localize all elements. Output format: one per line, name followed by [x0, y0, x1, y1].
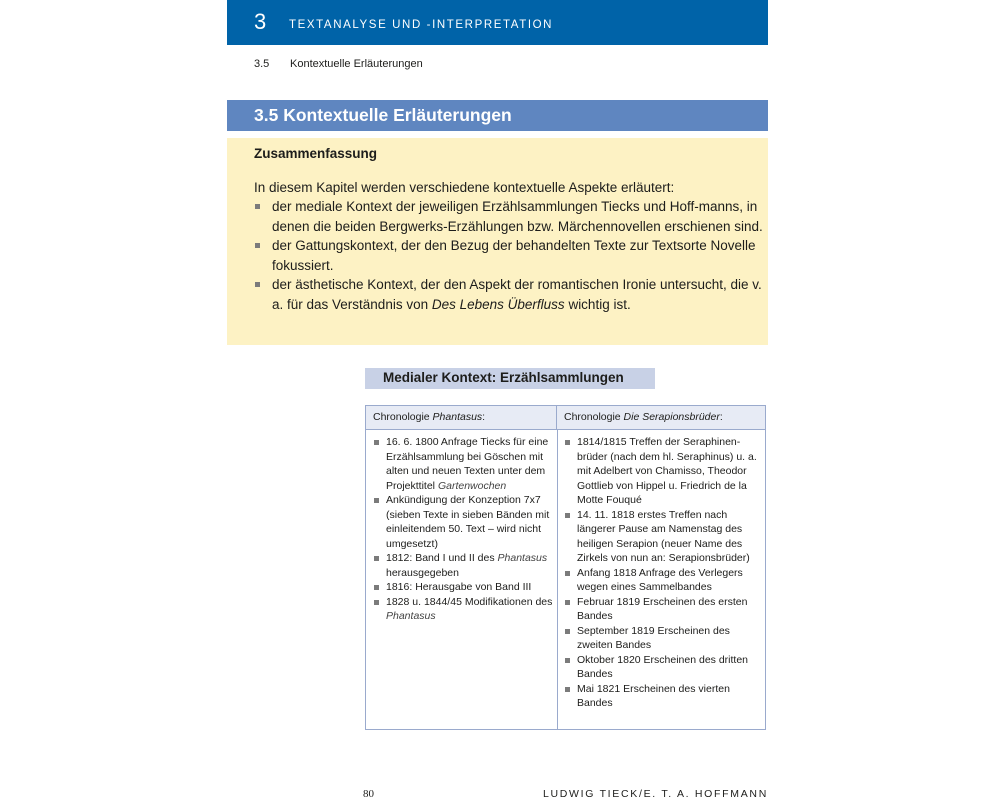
list-item: Februar 1819 Erscheinen des ersten Bandes	[564, 595, 762, 624]
list-item: Ankündigung der Konzeption 7x7 (sieben Texte in sieben Bänden mit einleitendem 50. Text – wird nicht umgesetzt)	[373, 493, 553, 551]
bullet-icon	[255, 282, 260, 287]
work-title: Des Lebens Überfluss	[431, 296, 565, 312]
bullet-icon	[374, 498, 379, 503]
list-item: 16. 6. 1800 Anfrage Tiecks für eine Erzählsammlung bei Göschen mit alten und neuen Texten unter dem Projekttitel Gartenwochen	[373, 435, 553, 493]
list-item: 1812: Band I und II des Phantasus herausgegeben	[373, 551, 553, 580]
chapter-title: TEXTANALYSE UND -INTERPRETATION	[289, 19, 554, 31]
bullet-icon	[565, 571, 570, 576]
summary-title: Zusammenfassung	[254, 146, 378, 161]
running-section-number: 3.5	[254, 58, 270, 70]
phantasus-chronology-list	[373, 435, 553, 624]
column-divider	[557, 430, 558, 729]
list-item: 14. 11. 1818 erstes Treffen nach längerer Pause am Namenstag des heiligen Serapion (neuer Name des Zirkels von nun an: Serapionsbrüder)	[564, 508, 762, 566]
bullet-icon	[374, 585, 379, 590]
section-heading: 3.5 Kontextuelle Erläuterungen	[254, 105, 512, 125]
bullet-icon	[255, 204, 260, 209]
list-item: Oktober 1820 Erscheinen des dritten Bandes	[564, 653, 762, 682]
footer-book-title: LUDWIG TIECK/E. T. A. HOFFMANN	[542, 788, 768, 800]
chronology-table	[365, 405, 766, 730]
page-number: 80	[363, 788, 374, 800]
bullet-icon	[565, 440, 570, 445]
list-item: 1814/1815 Treffen der Seraphinenbrüder (nach dem hl. Seraphinus) u. a. mit Adelbert von Chamisso, Theodor Gottlieb von Hippel u. Friedrich de la Motte Fouqué	[564, 435, 762, 508]
serapionsbrueder-chronology-list	[564, 435, 762, 711]
bullet-icon	[374, 556, 379, 561]
bullet-icon	[374, 600, 379, 605]
bullet-icon	[565, 513, 570, 518]
bullet-icon	[374, 440, 379, 445]
summary-box	[227, 138, 768, 345]
list-item: Anfang 1818 Anfrage des Verlegers wegen eines Sammelbandes	[564, 566, 762, 595]
bullet-icon	[565, 687, 570, 692]
list-item: Mai 1821 Erscheinen des vierten Bandes	[564, 682, 762, 711]
section-heading-bar	[227, 100, 768, 131]
chapter-number: 3	[254, 9, 267, 34]
list-item: 1816: Herausgabe von Band III	[373, 580, 553, 595]
chapter-header-bar	[227, 0, 768, 45]
running-section-title: Kontextuelle Erläuterungen	[290, 58, 423, 70]
summary-item: der mediale Kontext der jeweiligen Erzählsammlungen Tiecks und Hoff-manns, in denen die beiden Bergwerks-Erzählungen bzw. Märchennovellen erschienen sind.	[254, 197, 764, 236]
bullet-icon	[255, 243, 260, 248]
column-header-phantasus: Chronologie Phantasus:	[366, 406, 557, 430]
table-caption: Medialer Kontext: Erzählsammlungen	[365, 368, 655, 389]
bullet-icon	[565, 629, 570, 634]
running-section-header	[254, 58, 423, 70]
summary-item: der ästhetische Kontext, der den Aspekt der romantischen Ironie untersucht, die v. a. für das Verständnis von Des Lebens Überfluss wichtig ist.	[254, 275, 764, 314]
bullet-icon	[565, 600, 570, 605]
list-item: September 1819 Erscheinen des zweiten Bandes	[564, 624, 762, 653]
summary-list	[254, 197, 764, 314]
summary-item: der Gattungskontext, der den Bezug der behandelten Texte zur Textsorte Novelle fokussiert.	[254, 236, 764, 275]
list-item: 1828 u. 1844/45 Modifikationen des Phantasus	[373, 595, 553, 624]
bullet-icon	[565, 658, 570, 663]
summary-intro: In diesem Kapitel werden verschiedene kontextuelle Aspekte erläutert:	[254, 180, 675, 195]
column-header-serapionsbrueder: Chronologie Die Serapionsbrüder:	[557, 406, 765, 430]
